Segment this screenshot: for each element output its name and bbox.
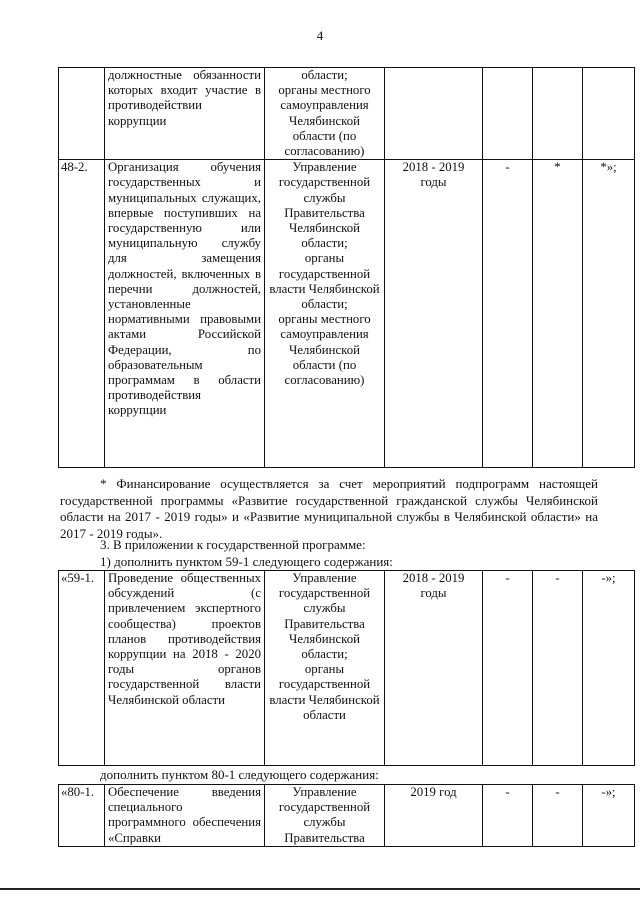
measure-description: Обеспечение введения специального программного обеспечения «Справки [105, 785, 265, 847]
executor: Управление государственной службы Правительства [265, 785, 385, 847]
funding-2019: *»; [583, 160, 635, 468]
funding-2017: - [483, 785, 533, 847]
funding-2018 [533, 68, 583, 160]
measure-description: должностные обязанности которых входит участие в противодействии коррупции [105, 68, 265, 160]
funding-2018: - [533, 785, 583, 847]
row-number [59, 68, 105, 160]
period: 2019 год [385, 785, 483, 847]
measure-description: Проведение общественных обсуждений (с привлечением экспертного сообщества) проектов планов противодействия коррупции на 2018 - 2020 годы органов государственной власти Челябинской области [105, 571, 265, 766]
funding-2017: - [483, 160, 533, 468]
executor: Управление государственной службы Правительства Челябинской области; органы государственной власти Челябинской области [265, 571, 385, 766]
row-number: «80-1. [59, 785, 105, 847]
page-number: 4 [316, 28, 324, 43]
table-59-1 [58, 570, 635, 766]
funding-2019: -»; [583, 571, 635, 766]
funding-2018: * [533, 160, 583, 468]
table-continuation [58, 67, 635, 468]
amendment-item: 1) дополнить пунктом 59-1 следующего содержания: [100, 554, 393, 569]
period [385, 68, 483, 160]
table-row [59, 68, 635, 160]
section-heading: 3. В приложении к государственной программе: [100, 537, 366, 552]
row-number: 48-2. [59, 160, 105, 468]
period: 2018 - 2019 годы [385, 160, 483, 468]
funding-2017: - [483, 571, 533, 766]
amendment-item: дополнить пунктом 80-1 следующего содержания: [100, 767, 379, 782]
executor: Управление государственной службы Правительства Челябинской области; органы государственной власти Челябинской области; органы местного самоуправления Челябинской области (по согласованию) [265, 160, 385, 468]
funding-2019 [583, 68, 635, 160]
row-number: «59-1. [59, 571, 105, 766]
page-bottom-rule [0, 888, 640, 890]
footnote: * Финансирование осуществляется за счет мероприятий подпрограмм настоящей государственной программы «Развитие государственной гражданской службы Челябинской области на 2017 - 2019 годы» и «Развитие муниципальной службы в Челябинской области» на 2017 - 2019 годы». [60, 476, 598, 541]
table-row [59, 160, 635, 468]
funding-2017 [483, 68, 533, 160]
table-row [59, 571, 635, 766]
funding-2019: -»; [583, 785, 635, 847]
period: 2018 - 2019 годы [385, 571, 483, 766]
executor: области; органы местного самоуправления Челябинской области (по согласованию) [265, 68, 385, 160]
table-row [59, 785, 635, 847]
funding-2018: - [533, 571, 583, 766]
measure-description: Организация обучения государственных и муниципальных служащих, впервые поступивших на государственную или муниципальную службу для замещения должностей, включенных в перечни должностей, установленные нормативными правовыми актами Российской Федерации, по образовательным программам в области противодействия коррупции [105, 160, 265, 468]
table-80-1 [58, 784, 635, 847]
